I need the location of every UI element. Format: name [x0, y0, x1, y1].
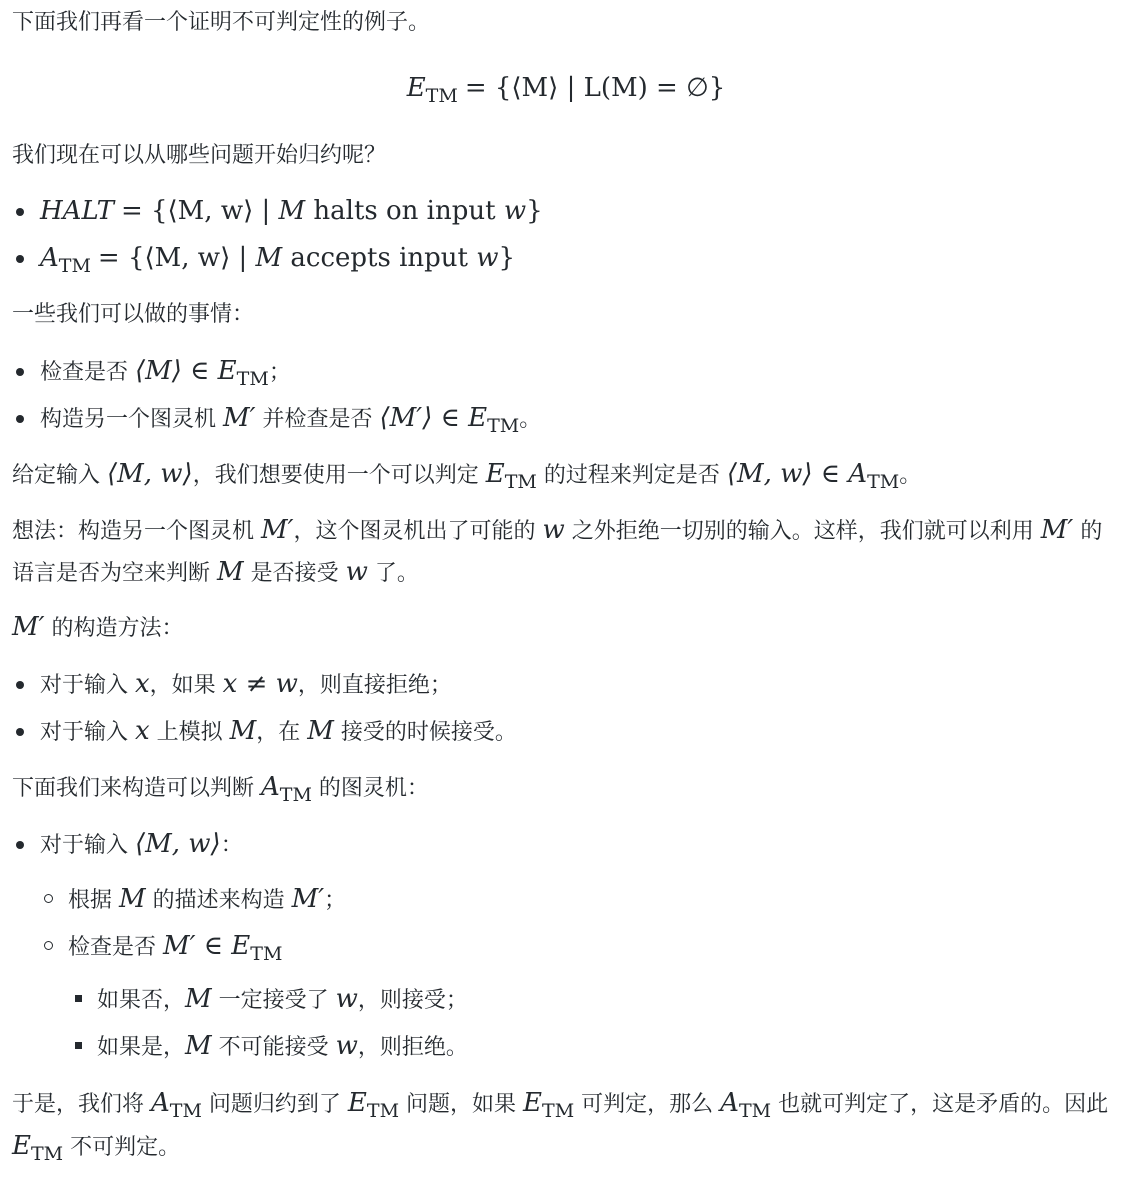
text: ，如果 — [149, 673, 223, 698]
math-x: x — [135, 669, 150, 699]
set-close: } — [526, 196, 543, 226]
tm-subscript: TM — [236, 368, 269, 390]
tm-subscript: TM — [250, 943, 283, 965]
tm-subscript: TM — [542, 1100, 575, 1122]
text: 构造另一个图灵机 — [40, 407, 223, 432]
math-a: A — [151, 1088, 170, 1118]
bullet-icon — [16, 728, 24, 736]
text: 接受的时候接受。 — [333, 720, 517, 745]
math-w: w — [503, 196, 527, 226]
math-expression: ⟨M′⟩ ∈ E — [379, 403, 488, 433]
bullet-icon — [16, 255, 24, 263]
atm-subscript: TM — [58, 255, 91, 277]
text: 并检查是否 — [255, 407, 380, 432]
halt-item — [40, 192, 1112, 232]
math-m: M — [185, 984, 212, 1014]
math-expression: ⟨M, w⟩ ∈ A — [726, 459, 868, 489]
question-text: 我们现在可以从哪些问题开始归约呢？ — [12, 143, 387, 168]
text: 检查是否 — [68, 935, 163, 960]
text: 下面我们来构造可以判断 — [12, 776, 261, 801]
text: 根据 — [68, 888, 119, 913]
text: 的描述来构造 — [145, 888, 292, 913]
math-expression: ⟨M, w⟩ — [107, 459, 193, 489]
atm-set-open: = {⟨M, w⟩ | — [97, 243, 256, 273]
tm-subscript: TM — [279, 784, 312, 806]
text: 检查是否 — [40, 360, 135, 385]
tm-subscript: TM — [504, 471, 537, 493]
bullet-icon — [16, 415, 24, 423]
atm-symbol: A — [40, 243, 59, 273]
etm-subscript: TM — [425, 85, 458, 107]
sub-step-2 — [68, 927, 1112, 967]
text: ； — [268, 360, 291, 385]
text: 想法：构造另一个图灵机 — [12, 519, 261, 544]
text: 对于输入 — [40, 833, 135, 858]
math-a: A — [261, 772, 280, 802]
text: 之外拒绝一切别的输入。这样，我们就可以利用 — [564, 519, 1041, 544]
math-e: E — [12, 1131, 31, 1161]
etm-definition — [0, 66, 1132, 112]
etm-set-expression: = {⟨M⟩ | L(M) = ∅} — [464, 73, 726, 103]
text: ，在 — [256, 720, 308, 745]
math-w: w — [335, 1031, 358, 1061]
math-m-prime: M′ — [1040, 515, 1074, 545]
construct-heading — [12, 608, 1112, 648]
text: 一定接受了 — [211, 988, 336, 1013]
bullet-icon — [16, 841, 24, 849]
text: 的过程来判定是否 — [536, 463, 727, 488]
circle-bullet-icon — [44, 894, 53, 903]
tm-subscript: TM — [366, 1100, 400, 1122]
text: ，这个图灵机出了可能的 — [293, 519, 543, 544]
halt-description: halts on input — [305, 196, 504, 226]
sub-sub-step-1 — [97, 980, 1112, 1020]
math-m: M — [255, 243, 283, 273]
tm-subscript: TM — [867, 471, 900, 493]
text: ； — [324, 888, 347, 913]
text: 对于输入 — [40, 720, 135, 745]
math-e: E — [485, 459, 505, 489]
square-bullet-icon — [75, 1042, 82, 1049]
todo-paragraph — [12, 296, 1112, 334]
etm-symbol: E — [406, 73, 426, 103]
given-paragraph — [12, 455, 1112, 495]
math-m: M — [185, 1031, 212, 1061]
idea-paragraph — [12, 510, 1112, 594]
math-w: w — [542, 515, 565, 545]
math-w: w — [476, 243, 499, 273]
todo-item-2 — [40, 399, 1112, 439]
construct-item-2 — [40, 712, 1112, 752]
tm-subscript: TM — [487, 415, 520, 437]
text: ，则接受； — [357, 988, 468, 1013]
text: 上模拟 — [149, 720, 230, 745]
sub-sub-step-2 — [97, 1027, 1112, 1067]
math-expression: x ≠ w — [222, 669, 298, 699]
intro-text: 下面我们再看一个证明不可判定性的例子。 — [12, 10, 431, 35]
math-m: M — [307, 716, 334, 746]
bullet-icon — [16, 208, 24, 216]
text: 给定输入 — [12, 463, 107, 488]
text: 是否接受 — [243, 561, 346, 586]
construct-item-1 — [40, 665, 1112, 705]
text: 可判定，那么 — [574, 1092, 721, 1117]
tm-subscript: TM — [169, 1100, 202, 1122]
text: 于是，我们将 — [12, 1092, 151, 1117]
bullet-icon — [16, 368, 24, 376]
math-m-prime: M′ — [261, 515, 294, 545]
machine-step — [40, 825, 1112, 865]
math-e: E — [523, 1088, 543, 1118]
math-m-prime: M′ — [12, 612, 45, 642]
build-paragraph — [12, 768, 1112, 808]
text: 也就可判定了，这是矛盾的。因此 — [771, 1092, 1109, 1117]
text: 不可判定。 — [63, 1135, 181, 1160]
math-m: M — [217, 557, 244, 587]
text: 的构造方法： — [44, 616, 184, 641]
text: 。 — [519, 407, 542, 432]
text: ，则拒绝。 — [357, 1035, 468, 1060]
conclusion-paragraph — [12, 1083, 1112, 1169]
sub-step-1 — [68, 880, 1112, 920]
math-expression: ⟨M⟩ ∈ E — [135, 356, 237, 386]
todo-item-1 — [40, 352, 1112, 392]
question-paragraph — [12, 137, 1112, 175]
math-x: x — [135, 716, 150, 746]
square-bullet-icon — [75, 995, 82, 1002]
bullet-icon — [16, 681, 24, 689]
math-m: M — [229, 716, 257, 746]
math-e: E — [347, 1088, 367, 1118]
text: 问题归约到了 — [201, 1092, 348, 1117]
text: ： — [220, 833, 243, 858]
math-a: A — [720, 1088, 739, 1118]
atm-description: accepts input — [282, 243, 477, 273]
text: 如果是， — [97, 1035, 186, 1060]
atm-item — [40, 239, 1112, 279]
set-close: } — [498, 243, 516, 273]
text: 不可能接受 — [211, 1035, 336, 1060]
math-w: w — [345, 557, 368, 587]
text: 。 — [899, 463, 922, 488]
text: 的语言是否为空来判断 — [12, 519, 1103, 586]
intro-paragraph — [12, 4, 1112, 42]
halt-symbol: HALT — [40, 196, 114, 226]
text: 对于输入 — [40, 673, 135, 698]
text: 的图灵机： — [311, 776, 429, 801]
text: ，我们想要使用一个可以判定 — [192, 463, 486, 488]
math-m: M — [278, 196, 306, 226]
tm-subscript: TM — [30, 1143, 64, 1165]
text: 了。 — [367, 561, 419, 586]
text: 如果否， — [97, 988, 186, 1013]
halt-set-open: = {⟨M, w⟩ | — [120, 196, 279, 226]
circle-bullet-icon — [44, 941, 53, 950]
math-m: M — [119, 884, 146, 914]
todo-text: 一些我们可以做的事情： — [12, 302, 255, 327]
math-m-prime: M′ — [291, 884, 325, 914]
math-expression: M′ ∈ E — [163, 931, 251, 961]
tm-subscript: TM — [738, 1100, 772, 1122]
text: 问题，如果 — [399, 1092, 524, 1117]
text: ，则直接拒绝； — [297, 673, 452, 698]
math-m-prime: M′ — [223, 403, 256, 433]
math-expression: ⟨M, w⟩ — [135, 829, 221, 859]
math-w: w — [335, 984, 358, 1014]
